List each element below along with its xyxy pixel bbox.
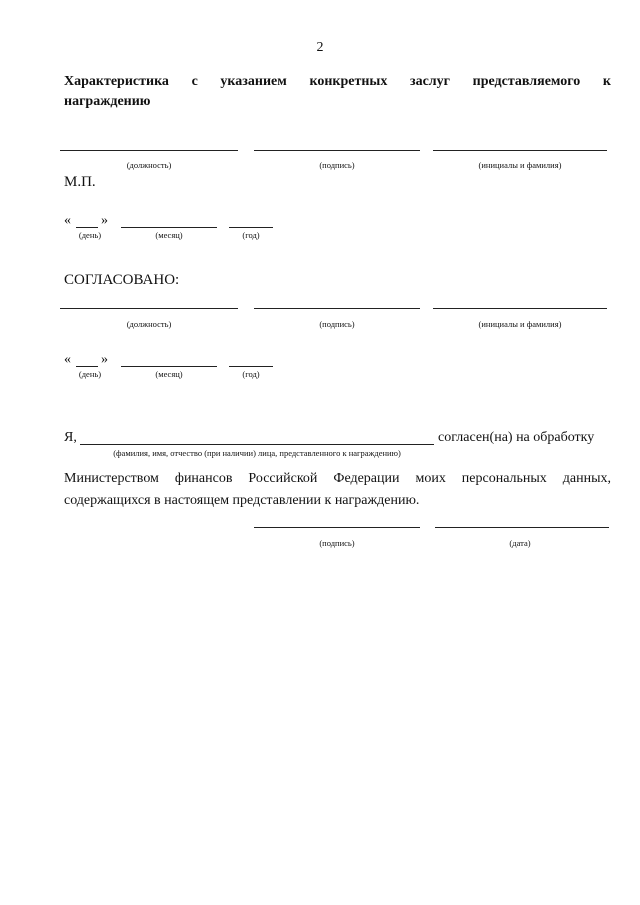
month-caption: (месяц) <box>155 369 183 379</box>
heading-line-1 <box>64 72 611 92</box>
heading-word: с <box>191 74 198 89</box>
heading-line-2: награждению <box>64 94 151 109</box>
signature-caption: (подпись) <box>319 160 355 170</box>
heading-word: указанием <box>220 74 287 89</box>
year-caption: (год) <box>242 369 260 379</box>
day-field-line[interactable] <box>76 366 98 367</box>
initials-field-line[interactable] <box>433 150 607 151</box>
full-name-field-line[interactable] <box>80 444 434 445</box>
heading-word: Характеристика <box>64 74 169 89</box>
signature-field-line[interactable] <box>254 308 420 309</box>
signature-field-line[interactable] <box>254 527 420 528</box>
signature-caption: (подпись) <box>319 538 355 548</box>
year-field-line[interactable] <box>229 366 273 367</box>
heading-word: к <box>602 74 611 89</box>
heading-word: конкретных <box>309 74 388 89</box>
quote-close: » <box>101 213 108 228</box>
heading-word: представляемого <box>472 74 581 89</box>
date-caption: (дата) <box>509 538 531 548</box>
date-field-line[interactable] <box>435 527 609 528</box>
day-field-line[interactable] <box>76 227 98 228</box>
month-caption: (месяц) <box>155 230 183 240</box>
consent-suffix: согласен(на) на обработку <box>438 430 595 445</box>
year-field-line[interactable] <box>229 227 273 228</box>
full-name-caption: (фамилия, имя, отчество (при наличии) лица, представленного к награждению) <box>113 448 401 458</box>
day-caption: (день) <box>78 230 102 240</box>
initials-caption: (инициалы и фамилия) <box>478 160 562 170</box>
initials-caption: (инициалы и фамилия) <box>478 319 562 329</box>
signature-field-line[interactable] <box>254 150 420 151</box>
consent-prefix: Я, <box>64 430 77 445</box>
agreed-title: СОГЛАСОВАНО: <box>64 272 180 288</box>
quote-open: « <box>64 213 71 228</box>
position-field-line[interactable] <box>60 308 238 309</box>
position-caption: (должность) <box>126 160 172 170</box>
quote-close: » <box>101 352 108 367</box>
initials-field-line[interactable] <box>433 308 607 309</box>
day-caption: (день) <box>78 369 102 379</box>
position-caption: (должность) <box>126 319 172 329</box>
position-field-line[interactable] <box>60 150 238 151</box>
heading <box>64 72 611 112</box>
page-number: 2 <box>316 40 324 55</box>
heading-word: заслуг <box>409 74 451 89</box>
consent-paragraph: Министерством финансов Российской Федерации моих персональных данных, содержащихся в настоящем представлении к награждению. <box>64 471 611 508</box>
month-field-line[interactable] <box>121 366 217 367</box>
signature-caption: (подпись) <box>319 319 355 329</box>
year-caption: (год) <box>242 230 260 240</box>
quote-open: « <box>64 352 71 367</box>
month-field-line[interactable] <box>121 227 217 228</box>
stamp-place-label: М.П. <box>64 174 96 190</box>
